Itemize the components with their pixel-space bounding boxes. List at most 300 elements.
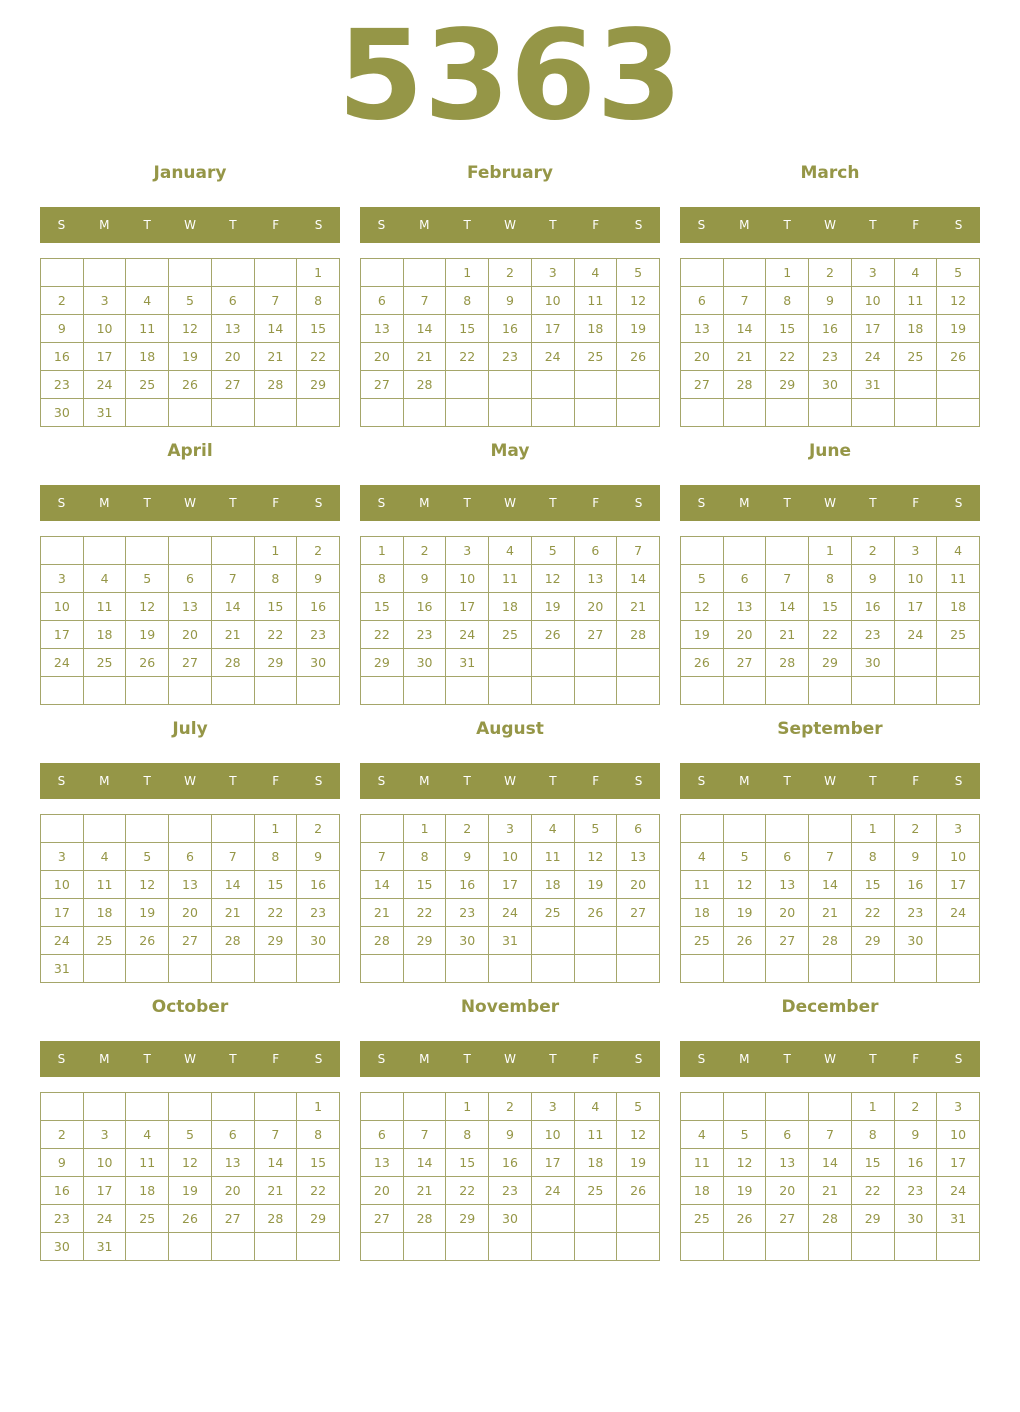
weekday-label: F — [592, 1052, 600, 1066]
day-cell: 24 — [41, 927, 84, 955]
day-cell: 9 — [297, 565, 340, 593]
empty-cell — [83, 1093, 126, 1121]
day-cell: 12 — [723, 1149, 766, 1177]
day-cell: 22 — [297, 343, 340, 371]
day-cell: 1 — [446, 259, 489, 287]
day-cell: 17 — [41, 621, 84, 649]
day-cell: 17 — [83, 343, 126, 371]
week-row — [681, 315, 980, 343]
empty-cell — [766, 955, 809, 983]
day-cell: 19 — [169, 343, 212, 371]
empty-cell — [489, 371, 532, 399]
week-row — [361, 621, 660, 649]
day-cell: 23 — [41, 371, 84, 399]
month-name: March — [800, 163, 860, 183]
day-cell: 7 — [361, 843, 404, 871]
day-cell: 5 — [169, 287, 212, 315]
weekday-header — [40, 763, 340, 799]
day-cell: 17 — [489, 871, 532, 899]
day-cell: 20 — [681, 343, 724, 371]
day-cell: 15 — [766, 315, 809, 343]
day-cell: 27 — [766, 1205, 809, 1233]
week-row — [361, 815, 660, 843]
week-row — [41, 343, 340, 371]
week-row — [681, 593, 980, 621]
day-cell: 28 — [617, 621, 660, 649]
weekday-label: M — [99, 774, 110, 788]
week-row — [41, 565, 340, 593]
week-row — [681, 343, 980, 371]
day-cell: 30 — [41, 1233, 84, 1261]
day-cell: 3 — [446, 537, 489, 565]
empty-cell — [126, 1233, 169, 1261]
empty-cell — [937, 371, 980, 399]
week-row — [361, 899, 660, 927]
day-cell: 13 — [617, 843, 660, 871]
day-cell: 28 — [254, 371, 297, 399]
weekday-label: S — [377, 218, 386, 232]
empty-cell — [403, 955, 446, 983]
empty-cell — [169, 1093, 212, 1121]
day-cell: 19 — [681, 621, 724, 649]
month-name: January — [153, 163, 227, 183]
week-row — [681, 1093, 980, 1121]
day-cell: 11 — [937, 565, 980, 593]
empty-cell — [254, 677, 297, 705]
empty-cell — [531, 1233, 574, 1261]
day-cell: 22 — [254, 621, 297, 649]
weekday-label: W — [504, 1052, 516, 1066]
day-cell: 1 — [403, 815, 446, 843]
week-row — [41, 1149, 340, 1177]
day-cell: 10 — [531, 1121, 574, 1149]
day-cell: 3 — [937, 815, 980, 843]
day-cell: 11 — [489, 565, 532, 593]
empty-cell — [937, 927, 980, 955]
day-cell: 16 — [809, 315, 852, 343]
weekday-label: S — [634, 496, 643, 510]
day-cell: 30 — [446, 927, 489, 955]
day-cell: 15 — [851, 871, 894, 899]
week-row — [681, 1177, 980, 1205]
day-cell: 10 — [83, 1149, 126, 1177]
weekday-header — [360, 207, 660, 243]
empty-cell — [681, 815, 724, 843]
day-cell: 24 — [937, 899, 980, 927]
day-cell: 5 — [169, 1121, 212, 1149]
day-cell: 1 — [254, 537, 297, 565]
day-cell: 9 — [297, 843, 340, 871]
day-cell: 31 — [446, 649, 489, 677]
day-cell: 27 — [723, 649, 766, 677]
day-cell: 13 — [681, 315, 724, 343]
day-cell: 11 — [83, 593, 126, 621]
week-row — [681, 1121, 980, 1149]
weekday-label: M — [739, 1052, 750, 1066]
weekday-label: S — [697, 218, 706, 232]
empty-cell — [723, 1233, 766, 1261]
empty-cell — [894, 371, 937, 399]
week-row — [361, 593, 660, 621]
day-cell: 28 — [254, 1205, 297, 1233]
empty-cell — [254, 399, 297, 427]
day-cell: 5 — [126, 565, 169, 593]
weekday-label: M — [739, 496, 750, 510]
day-cell: 18 — [531, 871, 574, 899]
empty-cell — [489, 1233, 532, 1261]
day-cell: 10 — [83, 315, 126, 343]
day-cell: 10 — [531, 287, 574, 315]
day-cell: 8 — [766, 287, 809, 315]
day-cell: 2 — [851, 537, 894, 565]
day-cell: 16 — [489, 1149, 532, 1177]
day-cell: 4 — [126, 1121, 169, 1149]
day-cell: 20 — [211, 1177, 254, 1205]
day-cell: 21 — [403, 1177, 446, 1205]
day-cell: 12 — [126, 593, 169, 621]
empty-cell — [254, 1233, 297, 1261]
week-row — [681, 1233, 980, 1261]
weekday-label: T — [549, 218, 557, 232]
empty-cell — [83, 677, 126, 705]
empty-cell — [809, 1093, 852, 1121]
day-cell: 1 — [851, 1093, 894, 1121]
weekday-label: S — [697, 496, 706, 510]
month-name: August — [476, 719, 544, 739]
day-grid — [680, 536, 980, 705]
day-cell: 27 — [211, 371, 254, 399]
day-cell: 6 — [766, 843, 809, 871]
weekday-label: M — [419, 496, 430, 510]
week-row — [681, 843, 980, 871]
day-cell: 18 — [83, 899, 126, 927]
weekday-label: T — [869, 774, 877, 788]
day-cell: 16 — [403, 593, 446, 621]
empty-cell — [211, 1093, 254, 1121]
day-cell: 17 — [83, 1177, 126, 1205]
day-cell: 19 — [937, 315, 980, 343]
day-cell: 19 — [723, 899, 766, 927]
day-grid — [360, 536, 660, 705]
empty-cell — [809, 955, 852, 983]
day-cell: 24 — [83, 1205, 126, 1233]
weekday-label: T — [143, 218, 151, 232]
empty-cell — [169, 1233, 212, 1261]
day-cell: 25 — [83, 927, 126, 955]
empty-cell — [894, 399, 937, 427]
day-cell: 12 — [126, 871, 169, 899]
week-row — [41, 677, 340, 705]
day-cell: 17 — [531, 1149, 574, 1177]
empty-cell — [574, 1233, 617, 1261]
empty-cell — [403, 399, 446, 427]
day-cell: 3 — [937, 1093, 980, 1121]
empty-cell — [169, 815, 212, 843]
day-cell: 25 — [894, 343, 937, 371]
day-cell: 17 — [937, 871, 980, 899]
day-cell: 20 — [361, 343, 404, 371]
day-cell: 24 — [851, 343, 894, 371]
day-cell: 9 — [894, 843, 937, 871]
day-cell: 5 — [617, 1093, 660, 1121]
day-cell: 31 — [41, 955, 84, 983]
empty-cell — [361, 955, 404, 983]
day-cell: 21 — [254, 1177, 297, 1205]
week-row — [361, 1205, 660, 1233]
day-cell: 24 — [41, 649, 84, 677]
day-cell: 26 — [681, 649, 724, 677]
weekday-label: T — [463, 496, 471, 510]
day-cell: 24 — [894, 621, 937, 649]
day-cell: 16 — [297, 871, 340, 899]
empty-cell — [809, 1233, 852, 1261]
empty-cell — [126, 1093, 169, 1121]
empty-cell — [574, 649, 617, 677]
day-cell: 30 — [403, 649, 446, 677]
empty-cell — [446, 677, 489, 705]
day-cell: 18 — [574, 1149, 617, 1177]
day-cell: 3 — [894, 537, 937, 565]
weekday-label: S — [954, 774, 963, 788]
empty-cell — [617, 399, 660, 427]
day-cell: 7 — [254, 287, 297, 315]
day-cell: 22 — [851, 899, 894, 927]
day-cell: 14 — [361, 871, 404, 899]
day-cell: 3 — [531, 259, 574, 287]
weekday-label: M — [419, 774, 430, 788]
day-cell: 27 — [766, 927, 809, 955]
weekday-label: F — [912, 774, 920, 788]
week-row — [41, 649, 340, 677]
day-cell: 26 — [169, 1205, 212, 1233]
day-cell: 8 — [297, 287, 340, 315]
day-cell: 10 — [937, 843, 980, 871]
day-cell: 14 — [254, 315, 297, 343]
weekday-header — [360, 763, 660, 799]
weekday-header — [40, 207, 340, 243]
week-row — [41, 399, 340, 427]
weekday-label: M — [99, 218, 110, 232]
day-cell: 13 — [723, 593, 766, 621]
day-cell: 29 — [851, 1205, 894, 1233]
empty-cell — [937, 1233, 980, 1261]
weekday-label: T — [463, 774, 471, 788]
day-cell: 12 — [617, 1121, 660, 1149]
week-row — [361, 927, 660, 955]
day-cell: 28 — [403, 1205, 446, 1233]
day-cell: 12 — [617, 287, 660, 315]
day-cell: 7 — [766, 565, 809, 593]
month-name: September — [777, 719, 883, 739]
weekday-header — [40, 1041, 340, 1077]
week-row — [41, 815, 340, 843]
empty-cell — [809, 815, 852, 843]
weekday-label: F — [272, 218, 280, 232]
day-cell: 4 — [937, 537, 980, 565]
empty-cell — [169, 537, 212, 565]
weekday-label: T — [783, 774, 791, 788]
day-cell: 17 — [851, 315, 894, 343]
day-cell: 20 — [211, 343, 254, 371]
day-cell: 4 — [894, 259, 937, 287]
empty-cell — [403, 1093, 446, 1121]
day-cell: 26 — [126, 649, 169, 677]
empty-cell — [489, 955, 532, 983]
week-row — [41, 593, 340, 621]
weekday-label: T — [549, 1052, 557, 1066]
week-row — [681, 371, 980, 399]
day-cell: 7 — [617, 537, 660, 565]
week-row — [41, 371, 340, 399]
day-cell: 14 — [254, 1149, 297, 1177]
day-cell: 6 — [766, 1121, 809, 1149]
day-cell: 4 — [531, 815, 574, 843]
day-cell: 20 — [361, 1177, 404, 1205]
weekday-label: W — [184, 218, 196, 232]
day-cell: 30 — [41, 399, 84, 427]
day-cell: 9 — [41, 1149, 84, 1177]
empty-cell — [361, 1233, 404, 1261]
day-cell: 6 — [169, 843, 212, 871]
day-cell: 22 — [361, 621, 404, 649]
weekday-label: T — [783, 218, 791, 232]
day-cell: 23 — [446, 899, 489, 927]
empty-cell — [403, 259, 446, 287]
day-cell: 3 — [41, 565, 84, 593]
day-cell: 9 — [489, 287, 532, 315]
day-cell: 5 — [531, 537, 574, 565]
weekday-label: S — [377, 1052, 386, 1066]
day-cell: 16 — [489, 315, 532, 343]
weekday-label: T — [869, 1052, 877, 1066]
day-cell: 26 — [126, 927, 169, 955]
empty-cell — [83, 955, 126, 983]
day-cell: 20 — [574, 593, 617, 621]
day-cell: 13 — [766, 1149, 809, 1177]
empty-cell — [126, 955, 169, 983]
weekday-label: S — [954, 1052, 963, 1066]
day-cell: 31 — [489, 927, 532, 955]
weekday-label: F — [592, 218, 600, 232]
empty-cell — [254, 955, 297, 983]
day-cell: 15 — [446, 315, 489, 343]
day-cell: 14 — [211, 593, 254, 621]
weekday-label: W — [504, 774, 516, 788]
day-cell: 14 — [403, 315, 446, 343]
empty-cell — [254, 1093, 297, 1121]
day-cell: 11 — [574, 287, 617, 315]
day-cell: 5 — [681, 565, 724, 593]
empty-cell — [531, 955, 574, 983]
week-row — [41, 955, 340, 983]
day-cell: 14 — [211, 871, 254, 899]
day-cell: 31 — [83, 1233, 126, 1261]
weekday-label: S — [377, 774, 386, 788]
day-cell: 3 — [531, 1093, 574, 1121]
empty-cell — [361, 677, 404, 705]
empty-cell — [574, 927, 617, 955]
week-row — [681, 259, 980, 287]
day-cell: 28 — [809, 1205, 852, 1233]
weekday-label: T — [143, 496, 151, 510]
empty-cell — [851, 1233, 894, 1261]
day-cell: 2 — [297, 537, 340, 565]
week-row — [681, 1205, 980, 1233]
day-cell: 23 — [403, 621, 446, 649]
empty-cell — [531, 677, 574, 705]
week-row — [41, 259, 340, 287]
weekday-label: T — [869, 218, 877, 232]
week-row — [681, 927, 980, 955]
day-cell: 2 — [894, 815, 937, 843]
week-row — [41, 1093, 340, 1121]
day-cell: 19 — [574, 871, 617, 899]
day-cell: 28 — [723, 371, 766, 399]
day-cell: 13 — [169, 871, 212, 899]
day-cell: 19 — [169, 1177, 212, 1205]
day-cell: 18 — [574, 315, 617, 343]
weekday-label: S — [57, 1052, 66, 1066]
day-cell: 12 — [681, 593, 724, 621]
day-cell: 2 — [41, 1121, 84, 1149]
empty-cell — [894, 955, 937, 983]
day-cell: 7 — [723, 287, 766, 315]
week-row — [361, 955, 660, 983]
day-cell: 29 — [297, 371, 340, 399]
day-cell: 22 — [403, 899, 446, 927]
empty-cell — [617, 1233, 660, 1261]
empty-cell — [211, 259, 254, 287]
day-cell: 8 — [809, 565, 852, 593]
day-cell: 21 — [809, 1177, 852, 1205]
day-cell: 22 — [446, 343, 489, 371]
day-cell: 15 — [361, 593, 404, 621]
weekday-header — [680, 207, 980, 243]
day-cell: 22 — [254, 899, 297, 927]
weekday-label: S — [697, 774, 706, 788]
day-cell: 13 — [574, 565, 617, 593]
weekday-label: S — [954, 218, 963, 232]
day-cell: 4 — [574, 1093, 617, 1121]
day-cell: 14 — [809, 1149, 852, 1177]
week-row — [361, 565, 660, 593]
day-cell: 10 — [446, 565, 489, 593]
day-cell: 11 — [83, 871, 126, 899]
day-cell: 7 — [403, 287, 446, 315]
day-cell: 16 — [894, 1149, 937, 1177]
empty-cell — [489, 677, 532, 705]
day-cell: 27 — [617, 899, 660, 927]
day-cell: 14 — [723, 315, 766, 343]
empty-cell — [361, 815, 404, 843]
day-cell: 3 — [851, 259, 894, 287]
empty-cell — [574, 1205, 617, 1233]
day-cell: 13 — [211, 1149, 254, 1177]
day-cell: 22 — [297, 1177, 340, 1205]
day-cell: 2 — [809, 259, 852, 287]
empty-cell — [894, 1233, 937, 1261]
empty-cell — [41, 537, 84, 565]
month-name: December — [781, 997, 879, 1017]
day-cell: 1 — [361, 537, 404, 565]
day-cell: 26 — [937, 343, 980, 371]
day-cell: 30 — [851, 649, 894, 677]
day-cell: 27 — [169, 649, 212, 677]
empty-cell — [809, 677, 852, 705]
day-cell: 26 — [574, 899, 617, 927]
day-cell: 15 — [297, 1149, 340, 1177]
day-cell: 6 — [681, 287, 724, 315]
